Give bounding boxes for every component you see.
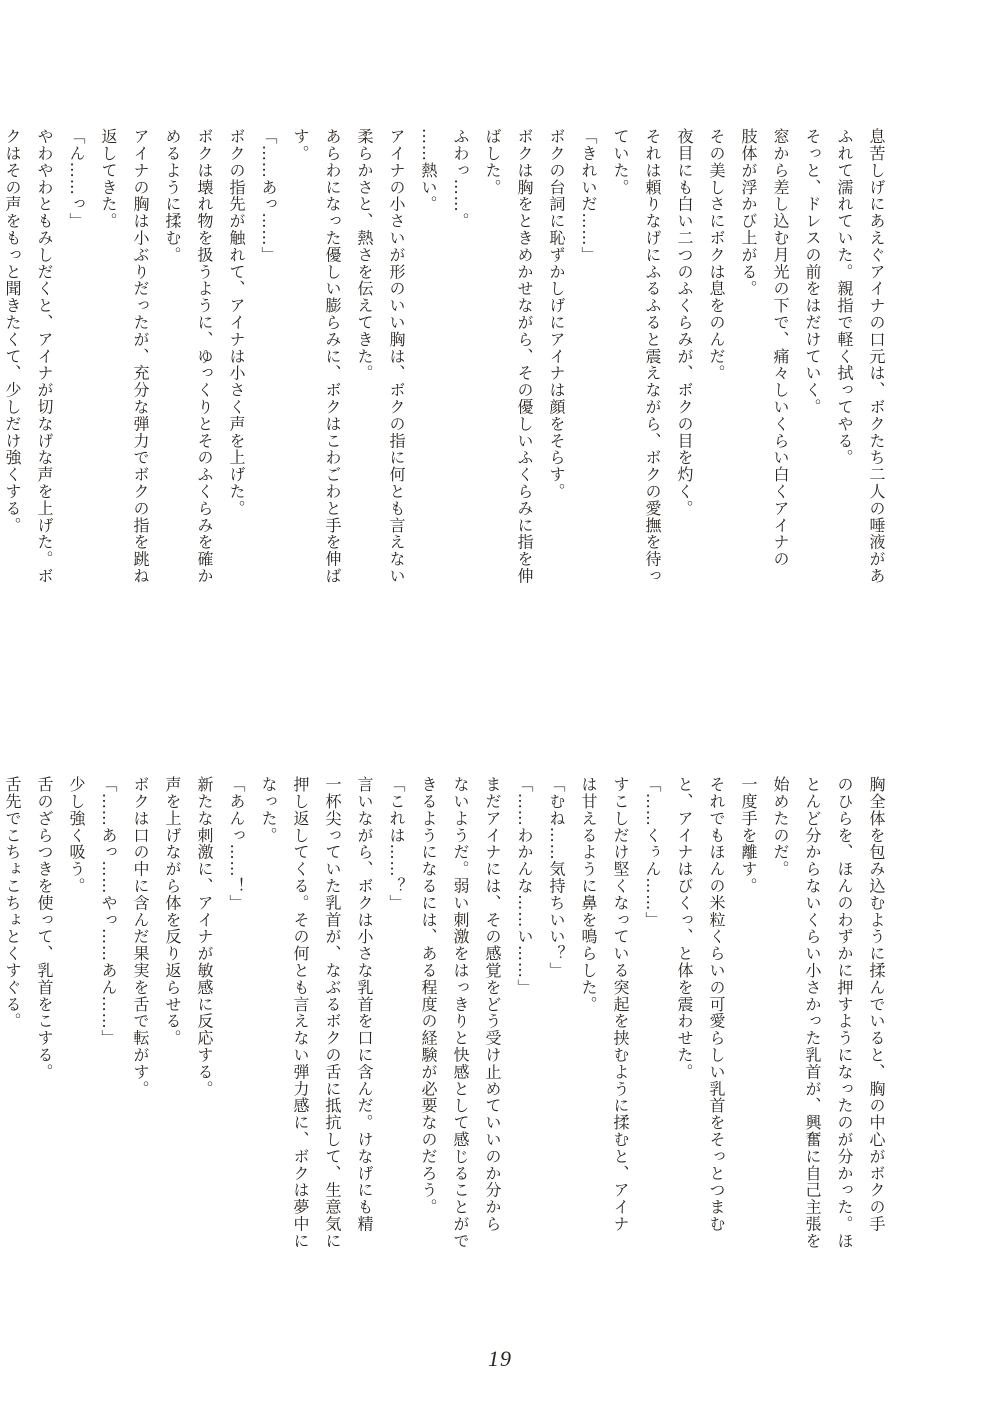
- text-line: ……熱い。: [419, 128, 438, 213]
- text-line: 「……あっ……」: [259, 128, 278, 264]
- text-line: 押し返してくる。その何とも言えない弾力感に、ボクは夢中に: [291, 776, 310, 1250]
- text-line: それは頼りなげにふるふると震えながら、ボクの愛撫を待っ: [643, 128, 662, 585]
- text-line: ていた。: [611, 128, 630, 196]
- text-line: 始めたのだ。: [771, 776, 790, 878]
- text-line: 胸全体を包み込むように揉んでいると、胸の中心がボクの手: [867, 776, 886, 1233]
- text-line: ボクは壊れ物を扱うように、ゆっくりとそのふくらみを確か: [195, 128, 214, 585]
- text-line: アイナの小さいが形のいい胸は、ボクの指に何とも言えない: [387, 128, 406, 585]
- text-line: 「むね……気持ちいい？」: [547, 776, 566, 979]
- text-line: と、アイナはびくっ、と体を震わせた。: [675, 776, 694, 1081]
- text-line: のひらを、ほんのわずかに押すようになったのが分かった。ほ: [835, 776, 854, 1250]
- text-line: アイナの胸は小ぶりだったが、充分な弾力でボクの指を跳ね: [131, 128, 150, 585]
- text-line: す。: [291, 128, 310, 162]
- text-line: なった。: [259, 776, 278, 844]
- text-line: きるようになるには、ある程度の経験が必要なのだろう。: [419, 776, 438, 1216]
- text-line: そっと、ドレスの前をはだけていく。: [803, 128, 822, 416]
- text-line: 舌のざらつきを使って、乳首をこする。: [35, 776, 54, 1081]
- text-line: めるように揉む。: [163, 128, 182, 264]
- text-line: 「あんっ……！」: [227, 776, 246, 912]
- text-line: 返してきた。: [99, 128, 118, 230]
- text-line: 少し強く吸う。: [67, 776, 86, 895]
- text-line: 「これは……？」: [387, 776, 406, 912]
- text-line: ばした。: [483, 128, 502, 196]
- text-line: 息苦しげにあえぐアイナの口元は、ボクたち二人の唾液があ: [867, 128, 886, 585]
- text-line: 「ん……っ」: [67, 128, 86, 230]
- text-line: その美しさにボクは息をのんだ。: [707, 128, 726, 382]
- text-line: 言いながら、ボクは小さな乳首を口に含んだ。けなげにも精: [355, 776, 374, 1233]
- text-line: ボクは胸をときめかせながら、その優しいふくらみに指を伸: [515, 128, 534, 585]
- text-line: 一杯尖っていた乳首が、なぶるボクの舌に抵抗して、生意気に: [323, 776, 342, 1250]
- text-line: 柔らかさと、熱さを伝えてきた。: [355, 128, 374, 382]
- text-line: ボクの台詞に恥ずかしげにアイナは顔をそらす。: [547, 128, 566, 500]
- text-line: それでもほんの米粒くらいの可愛らしい乳首をそっとつまむ: [707, 776, 726, 1233]
- text-line: やわやわともみしだくと、アイナが切なげな声を上げた。ボ: [35, 128, 54, 585]
- text-line: 肢体が浮かび上がる。: [739, 128, 758, 297]
- text-line: 舌先でこちょこちょとくすぐる。: [3, 776, 22, 1030]
- text-line: 声を上げながら体を反り返らせる。: [163, 776, 182, 1047]
- text-block-bottom: [3, 776, 892, 1336]
- text-line: すこしだけ堅くなっている突起を挟むように揉むと、アイナ: [611, 776, 630, 1233]
- text-line: 新たな刺激に、アイナが敏感に反応する。: [195, 776, 214, 1098]
- text-line: 「……くぅん……」: [643, 776, 662, 929]
- text-line: 夜目にも白い二つのふくらみが、ボクの目を灼く。: [675, 128, 694, 517]
- text-line: まだアイナには、その感覚をどう受け止めていいのか分から: [483, 776, 502, 1233]
- text-line: 「……あっ……やっ……あん……」: [99, 776, 118, 1047]
- text-line: あらわになった優しい膨らみに、ボクはこわごわと手を伸ば: [323, 128, 342, 585]
- text-line: ふれて濡れていた。親指で軽く拭ってやる。: [835, 128, 854, 466]
- text-line: 窓から差し込む月光の下で、痛々しいくらい白くアイナの: [771, 128, 790, 568]
- text-line: は甘えるように鼻を鳴らした。: [579, 776, 598, 1013]
- text-line: 「きれいだ……」: [579, 128, 598, 264]
- text-line: とんど分からないくらい小さかった乳首が、興奮に自己主張を: [803, 776, 822, 1250]
- text-line: 「……わかんな……い……」: [515, 776, 534, 996]
- text-block-top: [3, 128, 892, 702]
- text-line: 一度手を離す。: [739, 776, 758, 895]
- text-line: ボクは口の中に含んだ果実を舌で転がす。: [131, 776, 150, 1098]
- page-number: 19: [488, 1346, 512, 1371]
- text-line: クはその声をもっと聞きたくて、少しだけ強くする。: [3, 128, 22, 534]
- text-line: ふわっ……。: [451, 128, 470, 230]
- text-line: ボクの指先が触れて、アイナは小さく声を上げた。: [227, 128, 246, 517]
- text-line: ないようだ。弱い刺激をはっきりと快感として感じることがで: [451, 776, 470, 1250]
